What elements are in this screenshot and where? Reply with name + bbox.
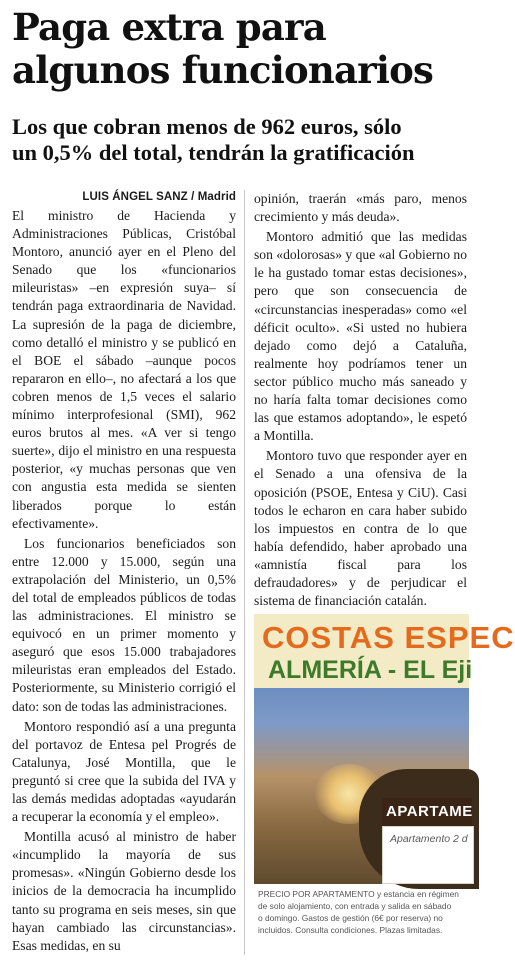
ad-fine-print-line: incluidos. Consulta condiciones. Plazas limitadas. [258,925,443,935]
ad-destination: ALMERÍA - EL Eji [268,656,473,684]
headline-line: Paga extra para [12,5,326,49]
subheadline-line: Los que cobran menos de 962 euros, sólo [12,114,402,139]
subheadline-line: un 0,5% del total, tendrán la gratificación [12,140,415,165]
byline: LUIS ÁNGEL SANZ / Madrid [82,191,236,203]
ad-header [254,614,515,688]
article-paragraph: El ministro de Hacienda y Administraciones Públicas, Cristóbal Montoro, anunció ayer en el Pleno del Senado que los «funcionarios mileuristas» –en expresión suya– sí tendrán paga extraordinaria de Navidad. La supresión de la paga de diciembre, como detalló el ministro y se publicó en el BOE el sábado –aunque pocos repararon en ello–, no afectará a los que cobren menos de 1,5 veces el salario mínimo interprofesional (SMI), 962 euros brutos al mes. «A ver si tengo suerte», dijo el ministro en una respuesta posterior, «y muchas personas que ven con angustia esta medida se sienten liberados porque lo están efectivamente». [12,208,236,531]
article-paragraph: Montoro respondió así a una pregunta del portavoz de Entesa pel Progrés de Catalunya, José Montilla, que le preguntó si cree que la subida del IVA y las demás medidas adoptadas «ayudarán a recuperar la economía y el empleo». [12,718,236,825]
advertisement[interactable] [254,614,515,961]
article-paragraph: Montoro tuvo que responder ayer en el Senado a una ofensiva de la oposición (PSOE, Entesa y CiU). Casi todos le echaron en cara haber subido los impuestos en contra de lo que había defendido, haber aprobado una «amnistía fiscal para los defraudadores» y de perjudicar el sistema de financiación catalán. [254,448,467,609]
article-paragraph: Los funcionarios beneficiados son entre 12.000 y 15.000, según una extrapolación del Ministerio, un 0,5% del total de empleados públicos de todas las administraciones. El ministro se equivocó en un primer momento y aseguró que esos 15.000 trabajadores mileuristas eran empleados del Estado. Posteriormente, su Ministerio corrigió el dato: son de todas las administraciones. [12,535,236,714]
column-divider [244,190,245,955]
ad-fine-print-line: o domingo. Gastos de gestión (6€ por reserva) no [258,913,443,923]
article-column-2 [254,190,467,610]
ad-banner-text: APARTAME [386,803,473,820]
ad-brand: COSTAS ESPEC [262,620,515,655]
ad-fine-print-line: PRECIO POR APARTAMENTO y estancia en régimen [258,889,459,899]
subheadline [12,114,468,166]
ad-fine-print-line: de solo alojamiento, con entrada y salida en sábado [258,901,452,911]
headline [12,6,468,92]
article-paragraph: Montilla acusó al ministro de haber «incumplido la mayoría de sus promesas». «Ningún Gobierno desde los inicios de la democracia ha incumplido tanto su programa en seis meses, sin que hayan cambiado las circunstancias». Esas medidas, en su [12,829,236,953]
ad-offer-text: Apartamento 2 d [390,833,468,845]
article-paragraph: opinión, traerán «más paro, menos crecimiento y más deuda». [254,191,467,225]
article-paragraph: Montoro admitió que las medidas son «dolorosas» y que «al Gobierno no le ha gustado tomar estas decisiones», pero que son consecuencia de «circunstancias inesperadas» como «el déficit oculto». «Si usted no hubiera dejado como dejó a Cataluña, realmente hoy podríamos tener un sector público mucho más saneado y no haría falta tomar decisiones como las que estamos adoptando», le espetó a Montilla. [254,229,467,444]
headline-line: algunos funcionarios [12,48,434,92]
article-column-1 [12,189,236,955]
ad-fine-print [258,888,469,936]
